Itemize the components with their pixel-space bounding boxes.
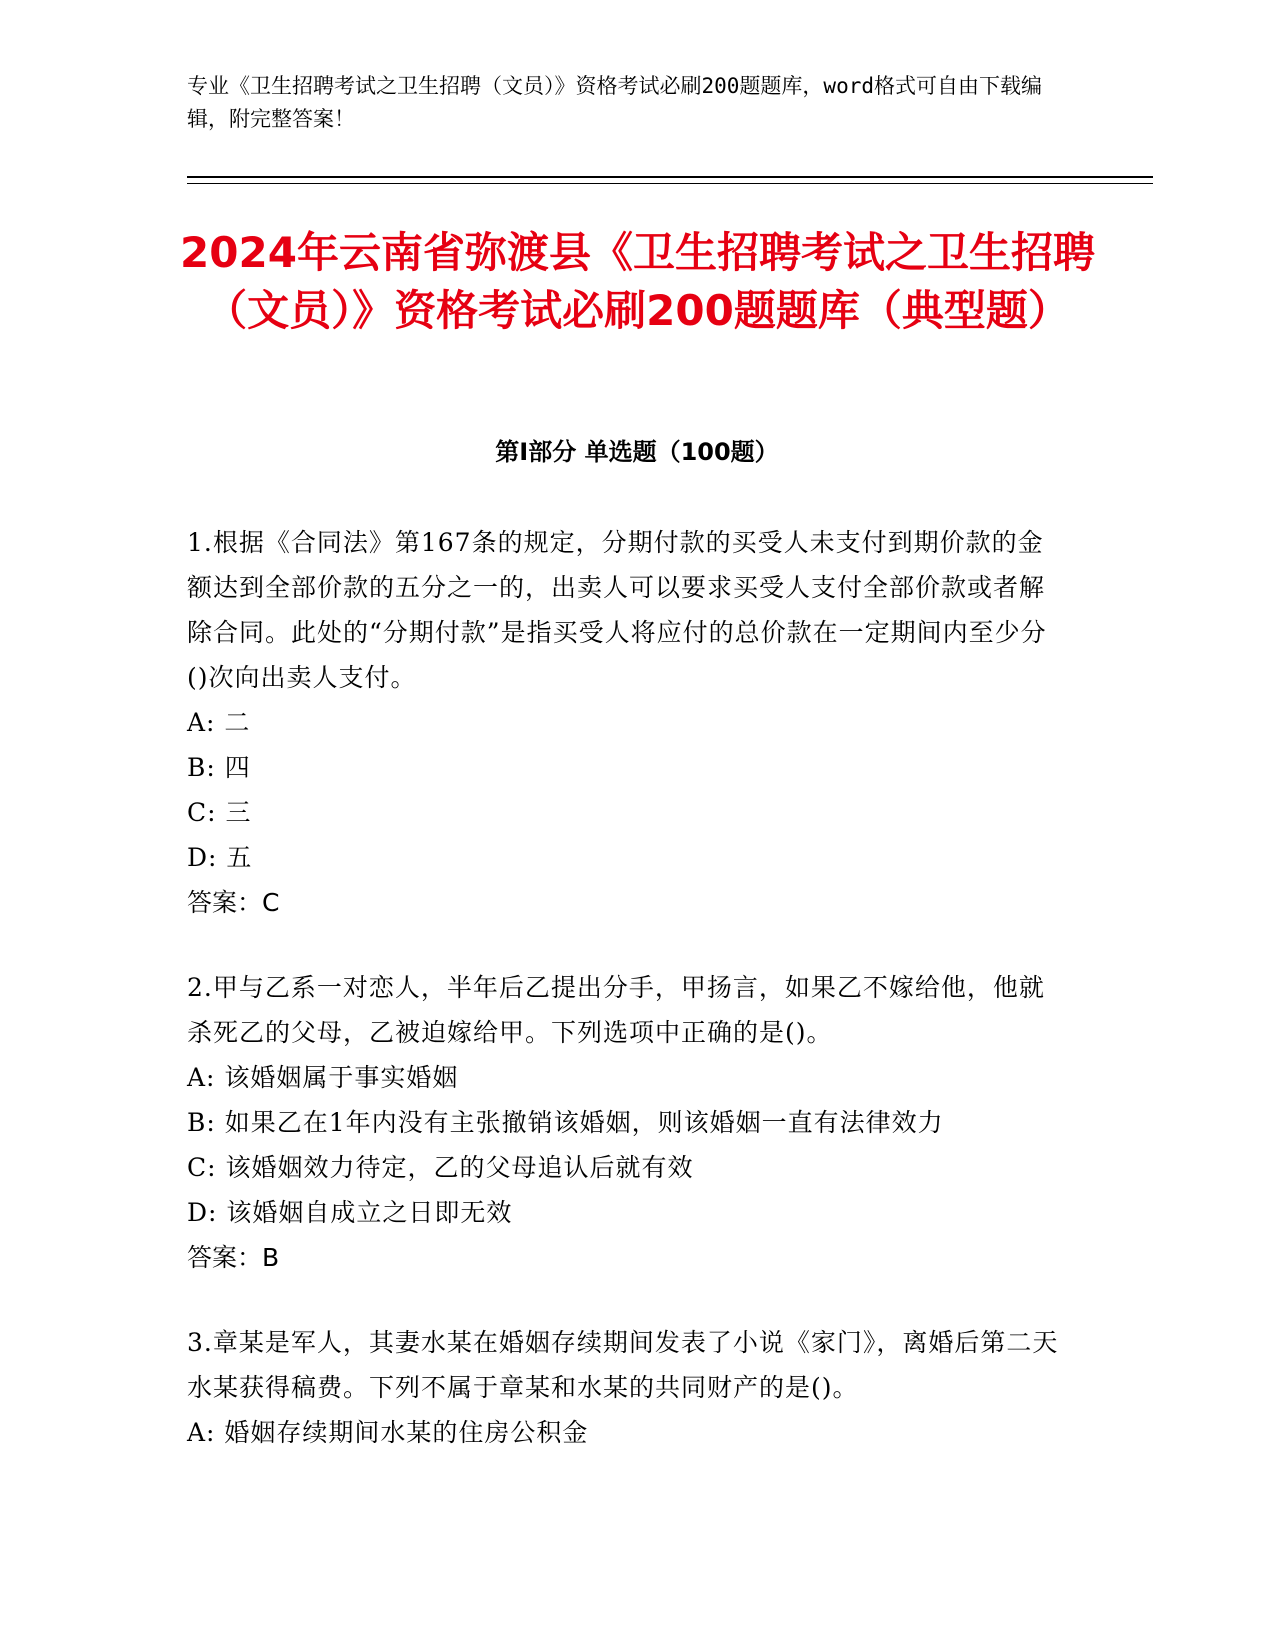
header-rule-thin bbox=[187, 183, 1153, 184]
option-b: B: 如果乙在1年内没有主张撤销该婚姻，则该婚姻一直有法律效力 bbox=[187, 1108, 944, 1137]
answer: 答案：C bbox=[187, 888, 280, 917]
question-list bbox=[187, 520, 1067, 1495]
option-d: D: 该婚姻自成立之日即无效 bbox=[187, 1198, 513, 1227]
option-a: A: 该婚姻属于事实婚姻 bbox=[187, 1063, 459, 1092]
question-stem: 3.章某是军人，其妻水某在婚姻存续期间发表了小说《家门》，离婚后第二天水某获得稿费。下列不属于章某和水某的共同财产的是()。 bbox=[187, 1328, 1059, 1402]
section-heading: 第Ⅰ部分 单选题（100题） bbox=[495, 438, 779, 466]
question-stem: 2.甲与乙系一对恋人，半年后乙提出分手，甲扬言，如果乙不嫁给他，他就杀死乙的父母，乙被迫嫁给甲。下列选项中正确的是()。 bbox=[187, 973, 1045, 1047]
document-title: 2024年云南省弥渡县《卫生招聘考试之卫生招聘（文员）》资格考试必刷200题题库（典型题） bbox=[180, 228, 1095, 335]
header-rule-thick bbox=[187, 176, 1153, 178]
question-stem: 1.根据《合同法》第167条的规定，分期付款的买受人未支付到期价款的金额达到全部价款的五分之一的，出卖人可以要求买受人支付全部价款或者解除合同。此处的“分期付款”是指买受人将应付的总价款在一定期间内至少分()次向出卖人支付。 bbox=[187, 528, 1047, 692]
question-2 bbox=[187, 965, 1067, 1280]
option-a: A: 婚姻存续期间水某的住房公积金 bbox=[187, 1418, 589, 1447]
question-1 bbox=[187, 520, 1067, 925]
header-note: 专业《卫生招聘考试之卫生招聘（文员）》资格考试必刷200题题库，word格式可自由下载编辑，附完整答案！ bbox=[187, 74, 1042, 131]
option-a: A: 二 bbox=[187, 708, 251, 737]
answer: 答案：B bbox=[187, 1243, 280, 1272]
option-b: B: 四 bbox=[187, 753, 251, 782]
option-c: C: 该婚姻效力待定，乙的父母追认后就有效 bbox=[187, 1153, 694, 1182]
option-c: C: 三 bbox=[187, 798, 252, 827]
question-3 bbox=[187, 1320, 1067, 1455]
option-d: D: 五 bbox=[187, 843, 253, 872]
